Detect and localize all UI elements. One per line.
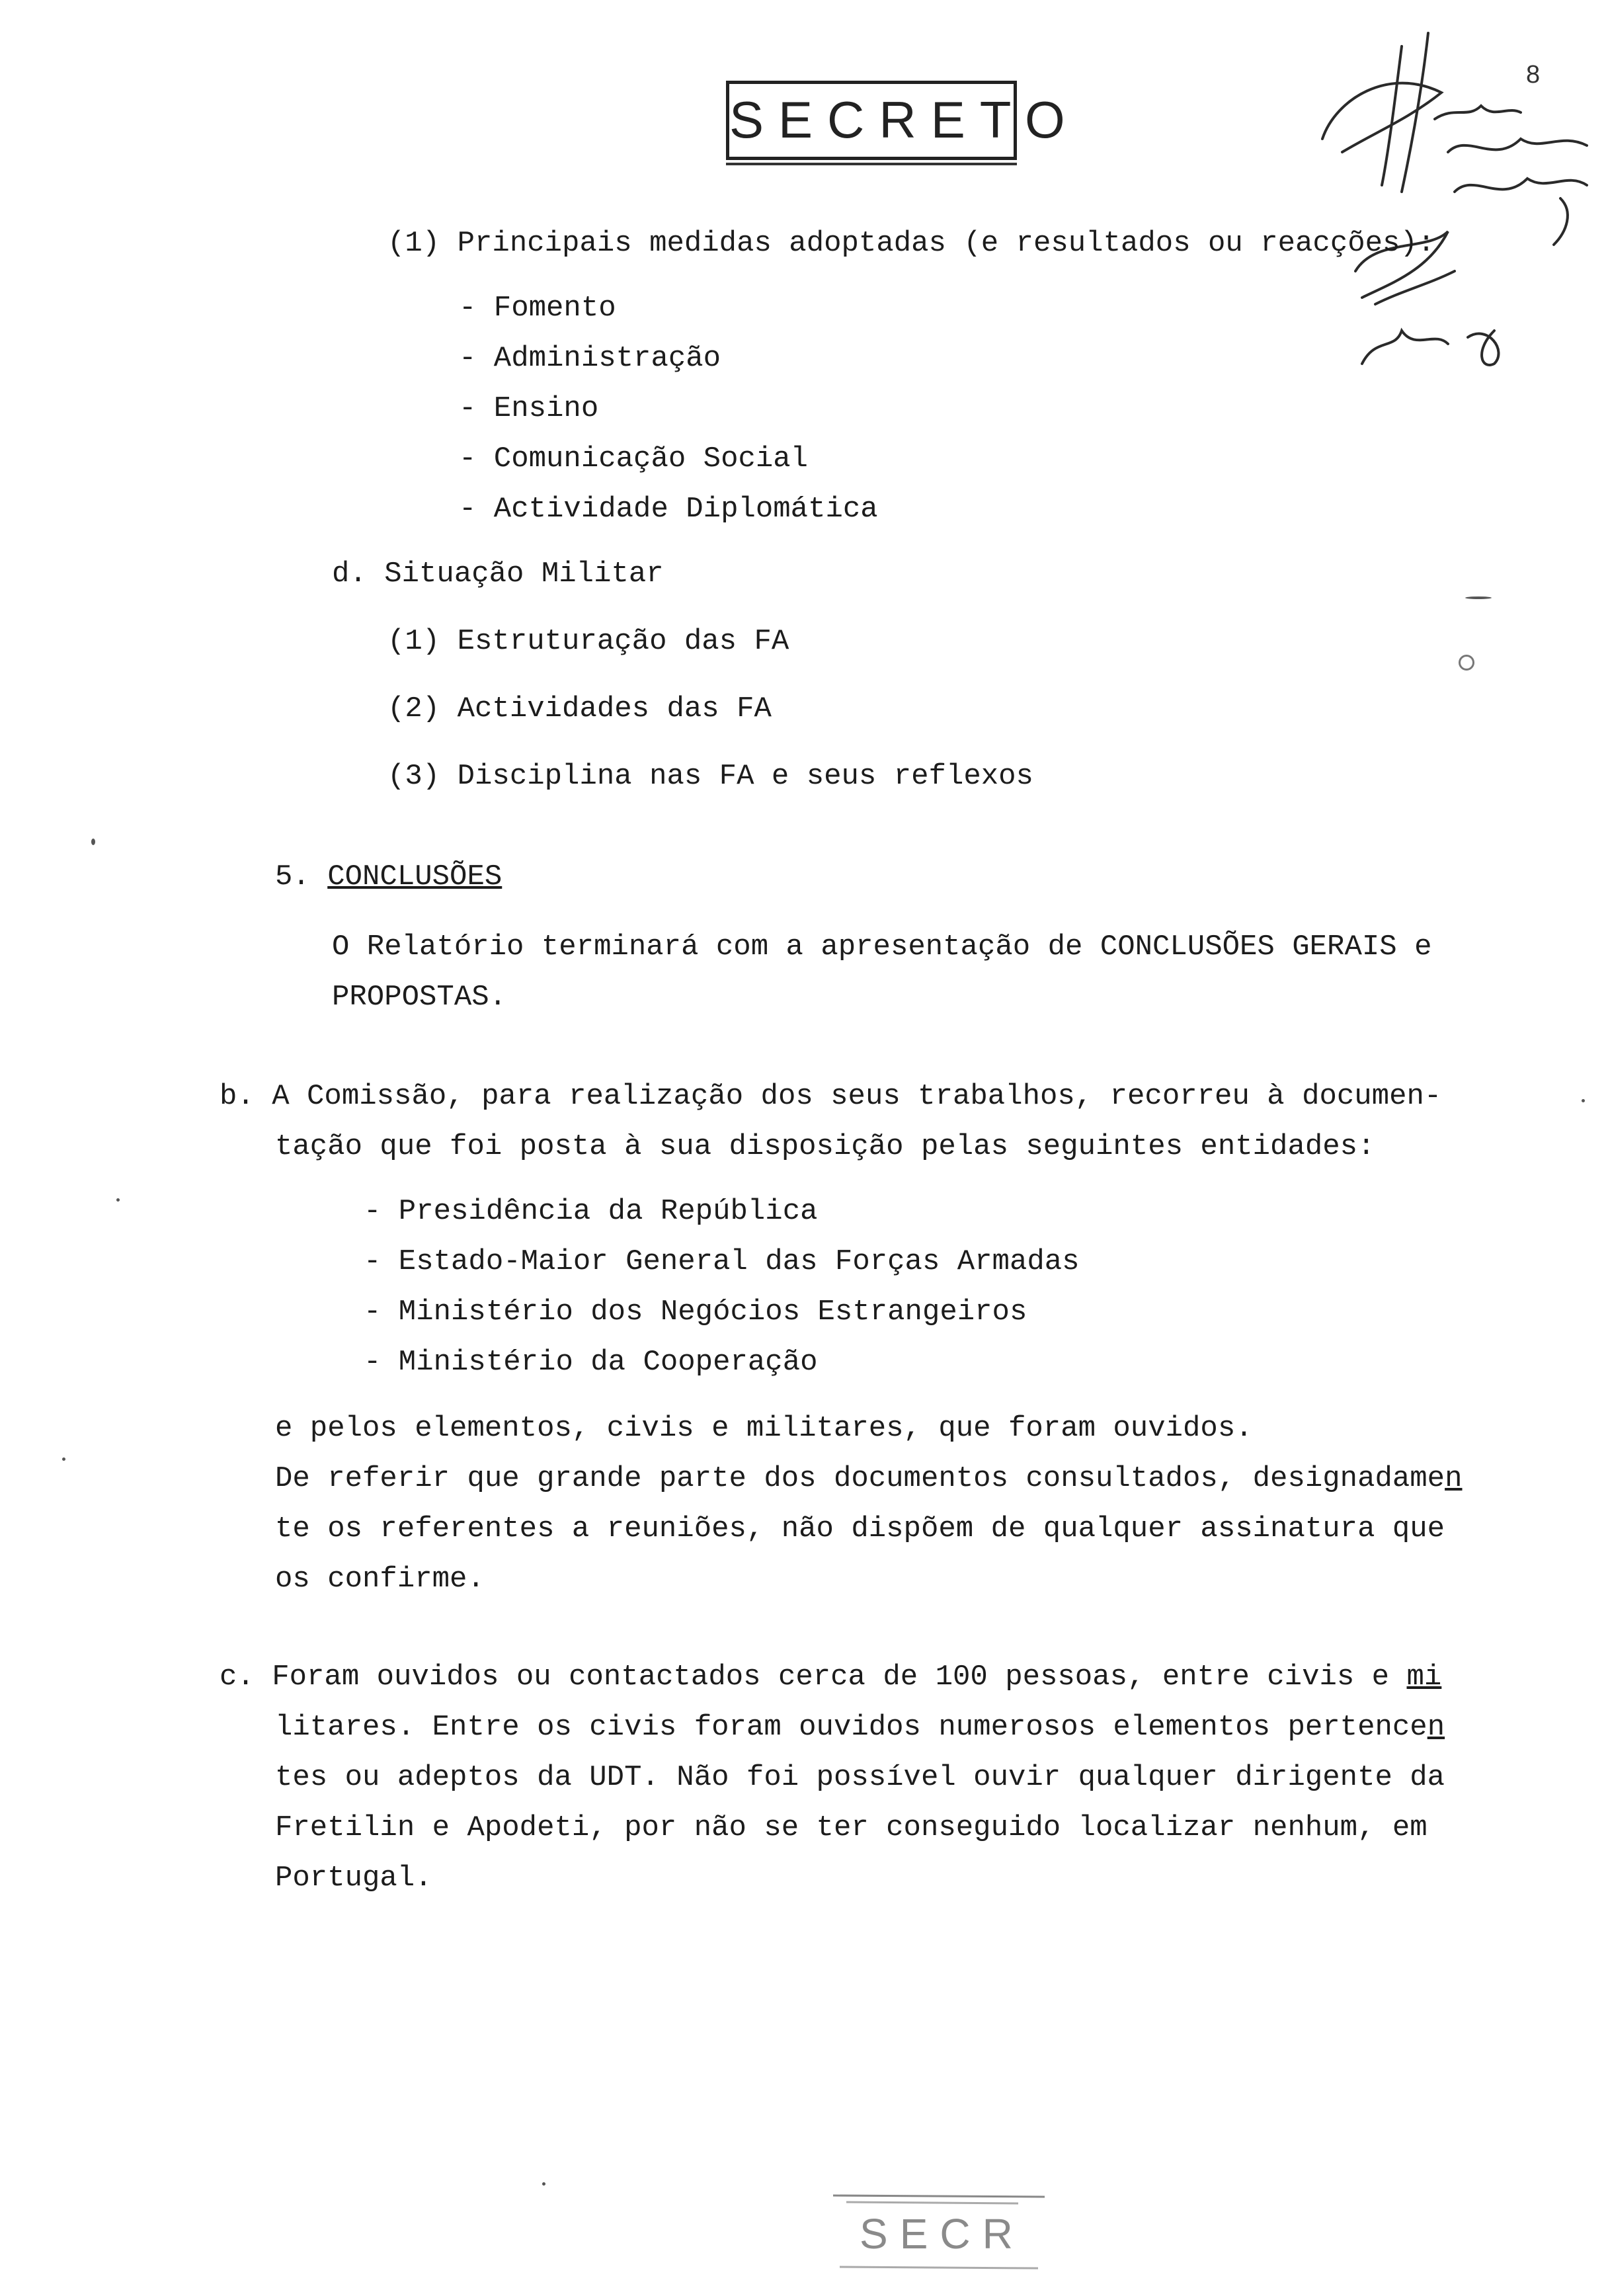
stamp-underline (726, 163, 1017, 165)
paragraph-c-line-4: Fretilin e Apodeti, por não se ter conseguido localizar nenhum, em (275, 1811, 1427, 1844)
section-5-number: 5. (275, 860, 328, 893)
paragraph-c-line-1 (220, 1657, 1441, 1697)
scan-speck (116, 1198, 120, 1202)
item-d1: (1) Estruturação das FA (387, 625, 789, 658)
scan-speck (1582, 1099, 1585, 1102)
section-d-heading: d. Situação Militar (332, 557, 664, 591)
page-number: 8 (1526, 61, 1541, 89)
handwritten-signature (1296, 20, 1600, 390)
scan-speck (1465, 596, 1492, 599)
paragraph-b-line-5: te os referentes a reuniões, não dispõem de qualquer assinatura que (275, 1512, 1445, 1545)
paragraph-c-line-2 (275, 1707, 1445, 1747)
paragraph-c-line-2-text: litares. Entre os civis foram ouvidos numerosos elementos pertence (275, 1711, 1427, 1744)
scan-speck (91, 839, 95, 845)
paragraph-c-line-2-hyphen-part: n (1427, 1711, 1445, 1744)
section-5-heading (275, 857, 502, 897)
entity-negocios-estrangeiros: - Ministério dos Negócios Estrangeiros (364, 1295, 1027, 1329)
paragraph-b-line-1: b. A Comissão, para realização dos seus trabalhos, recorreu à documen- (220, 1080, 1442, 1113)
item-c1: (1) Principais medidas adoptadas (e resultados ou reacções): (387, 227, 1435, 260)
paragraph-c-line-1-text: c. Foram ouvidos ou contactados cerca de 100 pessoas, entre civis e (220, 1660, 1407, 1694)
entity-cooperacao: - Ministério da Cooperação (364, 1346, 818, 1379)
conclusions-text-1: O Relatório terminará com a apresentação de CONCLUSÕES GERAIS e (332, 930, 1432, 964)
scan-speck (542, 2182, 545, 2186)
paragraph-b-line-4-hyphen-part: n (1445, 1462, 1463, 1495)
paragraph-b-line-4-text: De referir que grande parte dos documentos consultados, designadame (275, 1462, 1445, 1495)
paragraph-c-line-5: Portugal. (275, 1862, 432, 1895)
paragraph-c-line-1-hyphen-part: mi (1406, 1660, 1442, 1694)
entity-presidencia: - Presidência da República (364, 1195, 818, 1228)
bullet-administracao: - Administração (459, 342, 721, 375)
bullet-actividade-diplomatica: - Actividade Diplomática (459, 493, 878, 526)
item-d2: (2) Actividades das FA (387, 692, 772, 725)
section-5-title: CONCLUSÕES (327, 860, 502, 893)
conclusions-text-2: PROPOSTAS. (332, 981, 507, 1014)
bullet-ensino: - Ensino (459, 392, 599, 425)
paragraph-b-line-6: os confirme. (275, 1563, 485, 1596)
footer-stamp (820, 2182, 1058, 2281)
paragraph-b-line-4 (275, 1459, 1463, 1498)
paragraph-b-line-2: tação que foi posta à sua disposição pelas seguintes entidades: (275, 1130, 1375, 1163)
bullet-comunicacao-social: - Comunicação Social (459, 442, 809, 475)
bullet-fomento: - Fomento (459, 292, 616, 325)
paragraph-b-line-3: e pelos elementos, civis e militares, que foram ouvidos. (275, 1412, 1253, 1445)
item-d3: (3) Disciplina nas FA e seus reflexos (387, 760, 1033, 793)
paragraph-c-line-3: tes ou adeptos da UDT. Não foi possível ouvir qualquer dirigente da (275, 1761, 1445, 1794)
scan-speck (1459, 655, 1474, 671)
svg-text:SECR: SECR (860, 2210, 1025, 2258)
classification-stamp: SECRETO (726, 81, 1017, 160)
entity-estado-maior: - Estado-Maior General das Forças Armadas (364, 1245, 1080, 1278)
scan-speck (62, 1457, 65, 1461)
